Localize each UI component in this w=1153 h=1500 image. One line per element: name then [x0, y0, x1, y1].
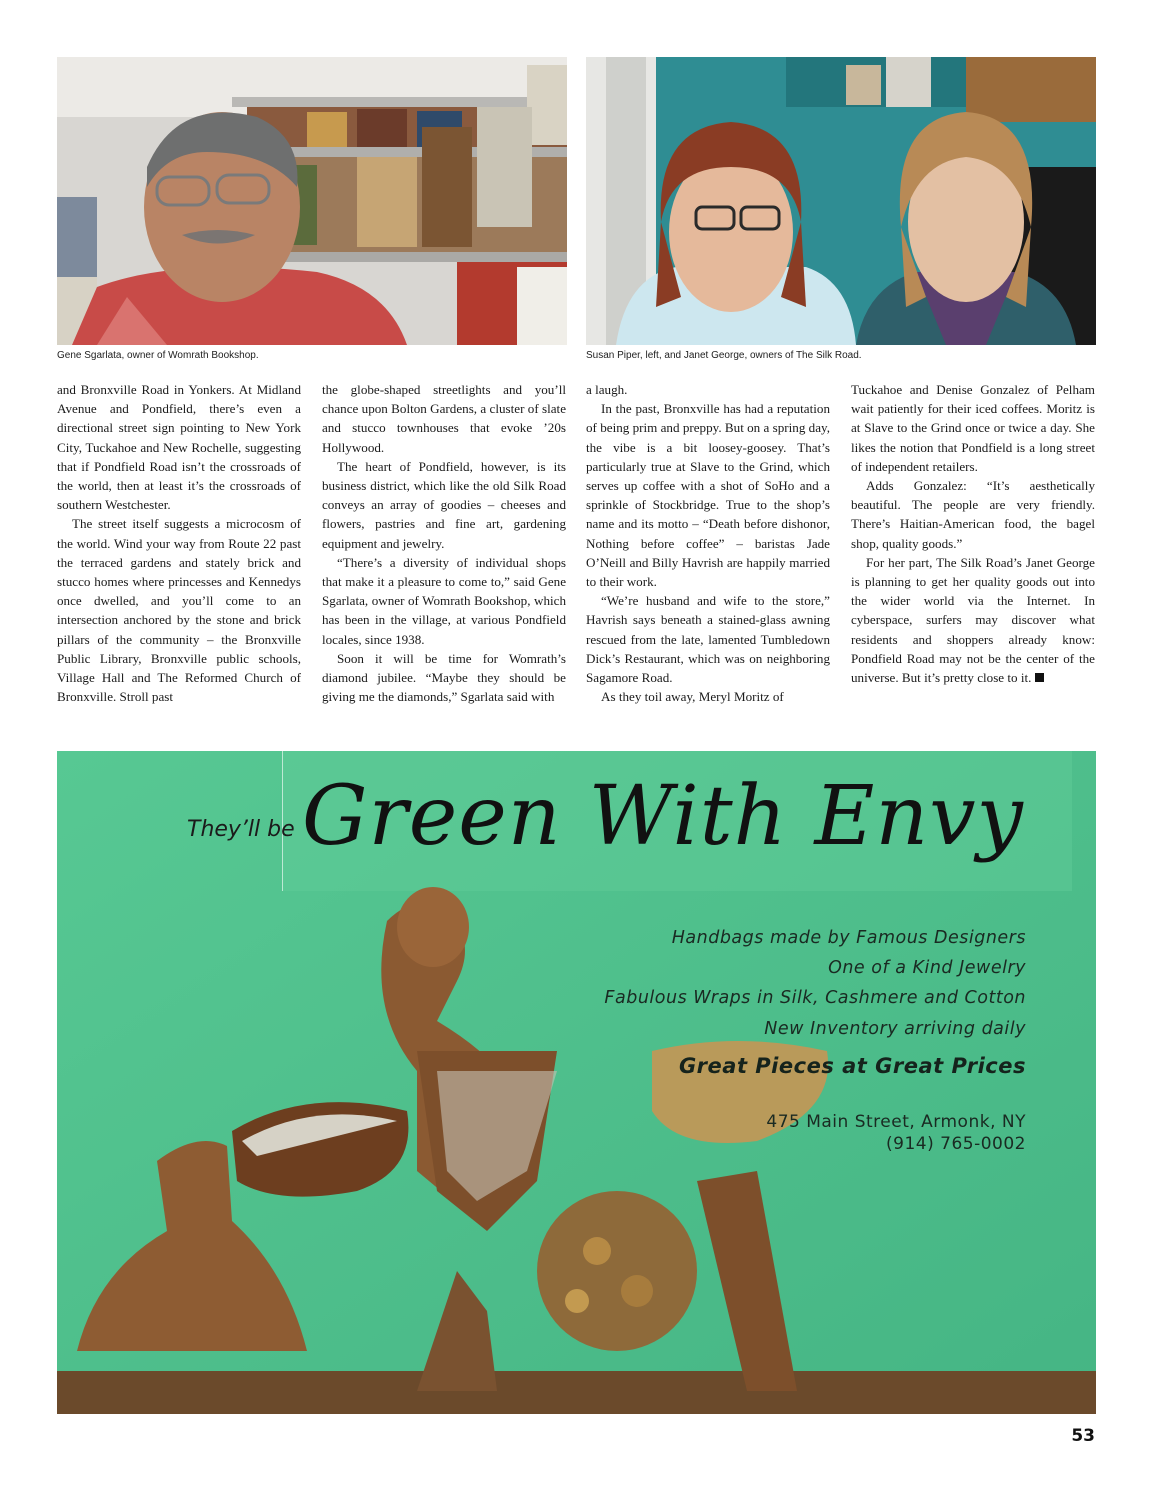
article-column-2	[322, 380, 566, 706]
ad-address: 475 Main Street, Armonk, NY	[766, 1112, 1026, 1132]
paragraph: a laugh.	[586, 382, 628, 397]
paragraph: Tuckahoe and Denise Gonzalez of Pelham wait patiently for their iced coffees. Moritz is at Slave to the Grind once or twice a day. She likes the notion that Pondfield is a long street of independent retailers.	[851, 382, 1095, 474]
paragraph: Soon it will be time for Womrath’s diamond jubilee. “Maybe they should be giving me the diamonds,” Sgarlata said with	[322, 650, 566, 705]
paragraph: The street itself suggests a microcosm of the world. Wind your way from Route 22 past the terraced gardens and stately brick and stucco homes where princesses and Kennedys once dwelled, and you’ll come to an intersection anchored by the stone and brick pillars of the community – the Bronxville Public Library, Bronxville public schools, Village Hall and The Reformed Church of Bronxville. Stroll past	[57, 516, 301, 705]
paragraph: Adds Gonzalez: “It’s aesthetically beautiful. The people are very friendly. There’s Haitian-American food, the bagel shop, quality goods.”	[851, 478, 1095, 551]
ad-feature-line: New Inventory arriving daily	[764, 1019, 1026, 1039]
ad-headline: Green With Envy	[302, 769, 1024, 864]
left-photo-caption: Gene Sgarlata, owner of Womrath Bookshop.	[57, 350, 259, 361]
paragraph: and Bronxville Road in Yonkers. At Midland Avenue and Pondfield, there’s even a directional street sign pointing to New York City, Tuckahoe and New Rochelle, suggesting that if Pondfield Road isn’t the crossroads of the world, then at least it’s the crossroads of southern Westchester.	[57, 382, 301, 513]
article-column-4	[851, 380, 1095, 687]
advertisement	[57, 751, 1096, 1414]
page-number: 53	[1071, 1426, 1095, 1446]
ad-feature-line: Fabulous Wraps in Silk, Cashmere and Cotton	[604, 988, 1026, 1008]
ad-feature-line: Handbags made by Famous Designers	[671, 928, 1026, 948]
paragraph: As they toil away, Meryl Moritz of	[601, 689, 784, 705]
article-column-3	[586, 380, 830, 706]
paragraph: “We’re husband and wife to the store,” Havrish says beneath a stained-glass awning rescued from the late, lamented Tumbledown Dick’s Restaurant, which was on neighboring Sagamore Road.	[586, 593, 830, 686]
ad-tagline: Great Pieces at Great Prices	[678, 1054, 1026, 1078]
paragraph: The heart of Pondfield, however, is its business district, which like the old Silk Road conveys an array of goodies – cheeses and flowers, pastries and fine art, gardening equipment and jewelry.	[322, 458, 566, 551]
paragraph: For her part, The Silk Road’s Janet George is planning to get her quality goods out into the wider world via the Internet. In cyberspace, surfers may discover what residents and shoppers already know: Pondfield Road may not be the center of the universe. But it’s pretty close to it.	[851, 554, 1095, 686]
ad-feature-line: One of a Kind Jewelry	[828, 958, 1026, 978]
paragraph: the globe-shaped streetlights and you’ll chance upon Bolton Gardens, a cluster of slate and stucco townhouses that evoke ’20s Hollywood.	[322, 382, 566, 455]
article-column-1	[57, 380, 301, 706]
paragraph: “There’s a diversity of individual shops that make it a pleasure to come to,” said Gene Sgarlata, owner of Womrath Bookshop, which has been in the village, at various Pondfield locales, since 1938.	[322, 554, 566, 647]
ad-pre-headline: They’ll be	[187, 817, 295, 842]
right-photo-caption: Susan Piper, left, and Janet George, owners of The Silk Road.	[586, 350, 862, 361]
end-mark-icon	[1035, 673, 1044, 682]
photo-silk-road-owners	[586, 57, 1096, 345]
photo-bookshop-owner	[57, 57, 567, 345]
ad-phone: (914) 765-0002	[886, 1134, 1026, 1154]
paragraph: In the past, Bronxville has had a reputation of being prim and preppy. But on a spring day, the vibe is a bit loosey-goosey. That’s particularly true at Slave to the Grind, which serves up coffee with a shot of SoHo and a sprinkle of Stockbridge. True to the shop’s name and its motto – “Death before dishonor, Nothing before coffee” – baristas Jade O’Neill and Billy Havrish are happily married to their work.	[586, 401, 830, 590]
